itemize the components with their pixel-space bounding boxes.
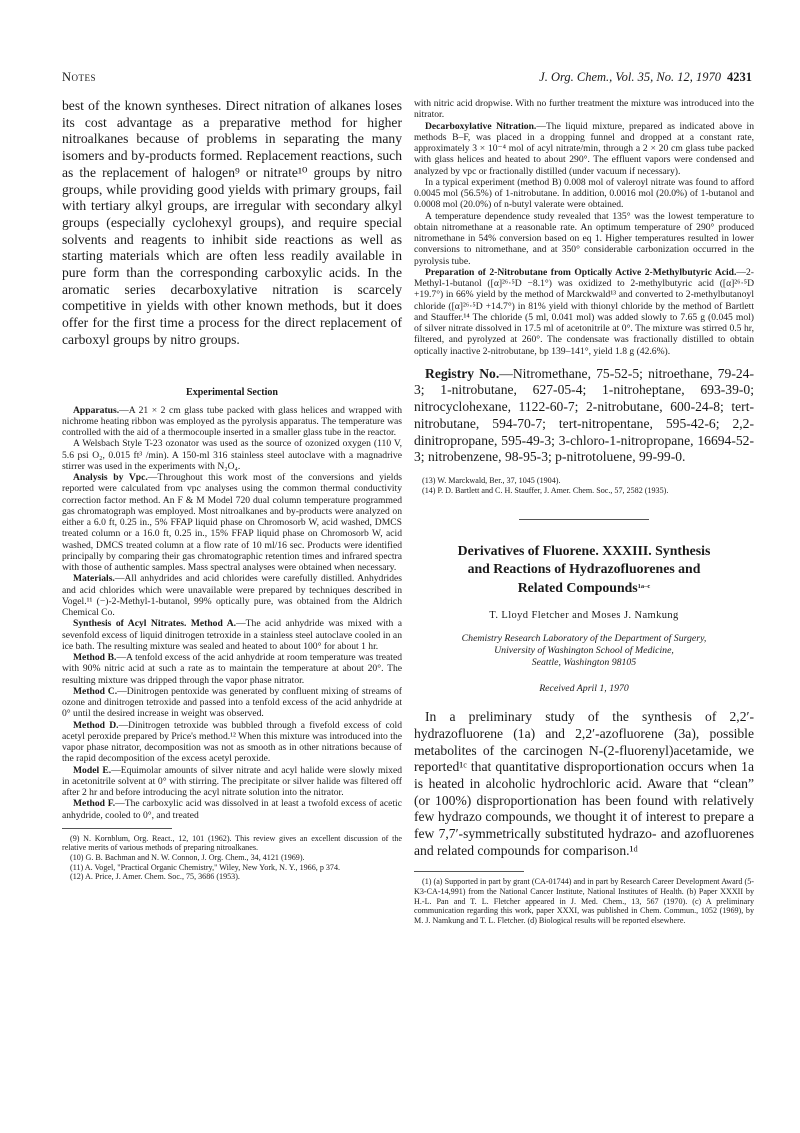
method-b-paragraph	[62, 652, 402, 686]
model-e-paragraph	[62, 765, 402, 799]
analysis-lead: Analysis by Vpc.	[73, 472, 148, 484]
method-d-lead: Method D.	[73, 719, 119, 731]
article-title-text: Related Compounds	[517, 580, 638, 596]
footnote-11: (11) A. Vogel, "Practical Organic Chemistry," Wiley, New York, N. Y., 1966, p 374.	[70, 862, 341, 872]
footnote-9: (9) N. Kornblum, Org. React., 12, 101 (1962). This review gives an excellent discussion of the relative merits of various methods of preparing nitroalkanes.	[62, 833, 402, 853]
method-f-lead: Method F.	[73, 798, 116, 810]
method-d-text: —Dinitrogen tetroxide was bubbled through a fivefold excess of cold acetyl peroxide prepared by Price's method.¹² When this mixture was introduced into the vapor phase nitrator, decomposition was not as smooth as in other nitrations because of the rapid decomposition of the excess acetyl peroxide.	[62, 719, 402, 765]
method-d-paragraph	[62, 720, 402, 765]
typical-experiment-paragraph: In a typical experiment (method B) 0.008 mol of valeroyl nitrate was found to afford 0.0045 mol (56.5%) of 1-nitrobutane. In addition, 0.0016 mol (20.0%) of 1-butanol and 0.0008 mol (20.0%) of n-butyl valerate were obtained.	[414, 176, 754, 211]
registry-text: —Nitromethane, 75-52-5; nitroethane, 79-24-3; 1-nitrobutane, 627-05-4; 1-nitroheptane, 693-39-0; nitrocyclohexane, 1122-60-7; 2-nitrobutane, 600-24-8; tert-nitrobutane, 594-70-7; tert-nitropentane, 595-42-6; 2,2-dinitropropane, 595-49-3; 3-chloro-1-nitropropane, 16694-52-3; nitrobenzene, 98-95-3; p-nitrotoluene, 99-99-0.	[414, 365, 754, 465]
preparation-lead: Preparation of 2-Nitrobutane from Optically Active 2-Methylbutyric Acid.	[425, 266, 737, 278]
synthesis-lead: Synthesis of Acyl Nitrates. Method A.	[73, 618, 237, 630]
footnote-1: (1) (a) Supported in part by grant (CA-01744) and in part by Research Career Development Award (5-K3-CA-14,991) from the National Cancer Institute, National Institutes of Health. (b) Paper XXXII by H.-L. Pan and T. L. Fletcher appeared in J. Med. Chem., 13, 567 (1970). (c) A preliminary communication regarding this work, paper XXXI, was published in Chem. Commun., 1052 (1969), by M. J. Namkung and T. L. Fletcher. (d) Biological results will be reported elsewhere.	[414, 877, 754, 925]
decarboxylative-lead: Decarboxylative Nitration.	[425, 120, 537, 132]
method-f-text: —The carboxylic acid was dissolved in at least a twofold excess of acetic anhydride, cooled to 0°, and treated	[62, 798, 402, 821]
continuation-paragraph: with nitric acid dropwise. With no further treatment the mixture was introduced into the nitrator.	[414, 98, 754, 121]
intro-paragraph: best of the known syntheses. Direct nitration of alkanes loses its cost advantage as a preparative method for higher nitroalkanes because of problems in separating the many isomers and by-products formed. Replacement reactions, such as the replacement of halogen⁹ or nitrate¹⁰ groups by nitro groups, while providing good yields with primary groups, fail with tertiary alkyl groups, are irregular with secondary alkyl groups (especially cyclohexyl groups), and require special solvents and reagents to inhibit side reactions as well as starting materials which are often less readily available in pure form than the corresponding carboxylic acids. In the aromatic series decarboxylative nitration is scarcely competitive in yields with other known methods, but it does offer for the first time a process for the direct replacement of carboxyl groups by nitro groups.	[62, 98, 402, 347]
apparatus-text: —A 21 × 2 cm glass tube packed with glass helices and wrapped with nichrome heating ribbon was employed as the pyrolysis apparatus. The temperature was controlled with the aid of a thermocouple inserted in a smaller glass tube in the reactor.	[62, 404, 402, 439]
received-date: Received April 1, 1970	[539, 683, 629, 695]
materials-lead: Materials.	[73, 573, 115, 585]
registry-paragraph	[414, 366, 754, 466]
affiliation-line-2: University of Washington School of Medicine,	[494, 645, 674, 657]
article-title-line-2: and Reactions of Hydrazofluorenes and	[467, 561, 701, 577]
materials-text: —All anhydrides and acid chlorides were carefully distilled. Anhydrides and acid chlorides which were unavailable were prepared by techniques described in Vogel.¹¹ (−)-2-Methyl-1-butanol, 99% optically pure, was obtained from the Aldrich Chemical Co.	[62, 573, 402, 619]
article-title-line-1: Derivatives of Fluorene. XXXIII. Synthesis	[457, 543, 711, 559]
ozonator-paragraph: A Welsbach Style T-23 ozonator was used as the source of ozonized oxygen (110 V, 5.6 psi O₂, 0.015 ft³ /min). A 150-ml 316 stainless steel autoclave with a magnadrive stirrer was used in the experiments with N₂O₄.	[62, 438, 402, 472]
method-a-paragraph	[62, 618, 402, 652]
experimental-section-title: Experimental Section	[186, 386, 278, 398]
footnote-14: (14) P. D. Bartlett and C. H. Stauffer, J. Amer. Chem. Soc., 57, 2582 (1935).	[422, 485, 669, 495]
analysis-paragraph	[62, 472, 402, 573]
page-number: 4231	[727, 70, 752, 84]
registry-lead: Registry No.	[425, 365, 500, 381]
materials-paragraph	[62, 573, 402, 618]
method-b-lead: Method B.	[73, 652, 117, 664]
model-e-lead: Model E.	[73, 764, 112, 776]
apparatus-paragraph	[62, 405, 402, 439]
apparatus-lead: Apparatus.	[73, 404, 120, 416]
method-c-text: —Dinitrogen pentoxide was generated by confluent mixing of streams of ozone and dinitrogen tetroxide and passed into a tenfold excess of the acid anhydride at 0° until the desired increase in weight was observed.	[62, 685, 402, 720]
temperature-paragraph: A temperature dependence study revealed that 135° was the lowest temperature to obtain nitromethane at a reasonable rate. An optimum temperature of 290° produced nitromethane in 54% conversion based on eq 1. Higher temperatures resulted in lower conversions to nitromethane, and at 350° considerable carbonization occurred in the pyrolysis tube.	[414, 210, 754, 267]
model-e-text: —Equimolar amounts of silver nitrate and acyl halide were slowly mixed in acetonitrile solvent at 0° with stirring. The precipitate or silver halide was filtered off after 2 hr and before introducing the acyl nitrate solution into the nitrator.	[62, 764, 402, 799]
decarboxylative-paragraph	[414, 121, 754, 177]
preparation-text: —2-Methyl-1-butanol ([α]²⁶·⁵D −8.1°) was oxidized to 2-methylbutyric acid ([α]²⁶·⁵D +19.7°) in 66% yield by the method of Marckwald¹³ and converted to 2-methylbutanoyl chloride ([α]²⁶·⁵D +14.7°) in 81% yield with thionyl chloride by the method of Bartlett and Stauffer.¹⁴ The chloride (5 ml, 0.041 mol) was added slowly to 7.65 g (0.045 mol) of silver nitrate dissolved in 17.5 ml of acetonitrile at 0°. The mixture was stirred 0.5 hr, filtered, and pyrolyzed at 260°. The condensate was fractionally distilled to obtain optically inactive 2-nitrobutane, bp 139–141°, yield 1.8 g (42.6%).	[414, 266, 754, 357]
method-c-paragraph	[62, 686, 402, 720]
right-column	[414, 98, 754, 925]
article-abstract: In a preliminary study of the synthesis of 2,2′-hydrazofluorene (1a) and 2,2′-azofluorene (3a), possible metabolites of the carcinogen N-(2-fluorenyl)acetamide, we reported¹ᶜ that quantitative disproportionation occurs when 1a is heated in alcoholic hydrochloric acid. Aware that “clean” (or 100%) disproportionation has been found with relatively few hydrazo compounds, we thought it of interest to prepare a few 7,7′-symmetrically substituted hydrazo- and azofluorenes and related compounds for comparison.¹ᵈ	[414, 709, 754, 858]
affiliation-line-3: Seattle, Washington 98105	[531, 657, 637, 669]
left-column	[62, 98, 402, 882]
article-authors: T. Lloyd Fletcher and Moses J. Namkung	[489, 610, 679, 622]
decarboxylative-text: —The liquid mixture, prepared as indicated above in methods B–F, was placed in a dropping funnel and dropped at a constant rate, approximately 3 × 10⁻⁴ mol of acyl nitrate/min, through a 2 × 20 cm glass tube packed with glass helices and heated to about 290°. The effluent vapors were condensed and analyzed by vpc or fractionally distilled (under vacuum if necessary).	[414, 120, 754, 177]
analysis-text: —Throughout this work most of the conversions and yields reported were calculated from vpc analyses using the common thermal conductivity correction factor method. An F & M Model 720 dual column temperature programmed gas chromatograph was employed. Most nitroalkanes and by-products were analyzed on either a 6.0 ft, 0.25 in., 5% FFAP liquid phase on Chromosorb W, acid washed, DMCS treated column or a 16.0 ft, 0.25 in., 15% FFAP liquid phase on Chromosorb W, acid washed, DMCS treated column at a flow rate of 10 ml/16 sec. Products were identified principally by comparing their gas chromatographic retention times and infrared spectra with those of authentic samples. Mass spectral analyses were obtained when necessary.	[62, 472, 402, 574]
footnote-10: (10) G. B. Bachman and N. W. Connon, J. Org. Chem., 34, 4121 (1969).	[70, 852, 305, 862]
running-journal-header	[539, 70, 752, 85]
footnote-13: (13) W. Marckwald, Ber., 37, 1045 (1904).	[422, 475, 561, 485]
method-f-paragraph	[62, 798, 402, 821]
method-c-lead: Method C.	[73, 685, 118, 697]
affiliation-line-1: Chemistry Research Laboratory of the Department of Surgery,	[461, 633, 707, 645]
running-section-header: Notes	[62, 70, 97, 84]
footnote-12: (12) A. Price, J. Amer. Chem. Soc., 75, 3686 (1953).	[70, 872, 240, 882]
preparation-paragraph	[414, 267, 754, 357]
method-b-text: —A tenfold excess of the acid anhydride at room temperature was treated with 90% nitric acid at such a rate as to maintain the temperature at about 20°. The resulting mixture was dripped through the vapor phase nitrator.	[62, 652, 402, 686]
journal-citation: J. Org. Chem., Vol. 35, No. 12, 1970	[539, 70, 721, 84]
article-title-line-3	[414, 578, 754, 597]
method-a-text: —The acid anhydride was mixed with a sevenfold excess of liquid dinitrogen tetroxide in a stainless steel autoclave cooled in an ice bath. The resulting mixture was sealed and heated to about 100° for about 1 hr.	[62, 618, 402, 652]
article-title-footnote-mark: 1a–c	[637, 583, 651, 591]
